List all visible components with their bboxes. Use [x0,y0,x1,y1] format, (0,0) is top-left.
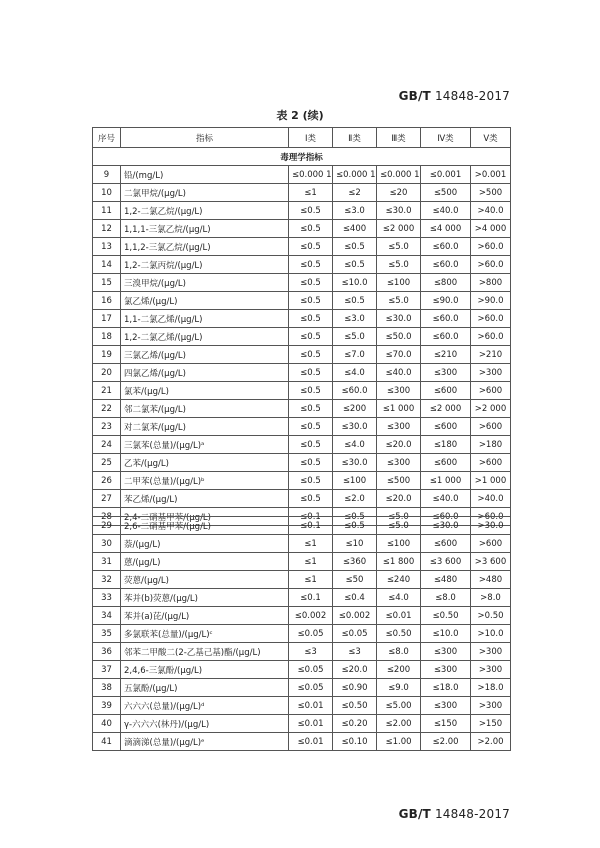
class-5-value: >60.0 [471,508,511,526]
class-5-value: >40.0 [471,490,511,508]
row-index: 31 [93,553,121,571]
class-2-value: ≤30.0 [333,418,377,436]
table-row [93,346,511,364]
standard-prefix: GB/T [398,807,431,821]
class-1-value: ≤0.5 [289,256,333,274]
indicator-name: 乙苯/(μg/L) [121,454,289,472]
column-header-class-2: Ⅱ类 [333,128,377,148]
class-5-value: >480 [471,571,511,589]
table-row [93,256,511,274]
class-2-value: ≤0.20 [333,715,377,733]
class-4-value: ≤60.0 [421,310,471,328]
table-row [93,589,511,607]
class-4-value: ≤0.001 [421,166,471,184]
class-3-value: ≤5.0 [377,517,421,535]
class-3-value: ≤300 [377,382,421,400]
indicator-name: 1,1,1-三氯乙烷/(μg/L) [121,220,289,238]
class-1-value: ≤0.5 [289,346,333,364]
class-5-value: >300 [471,643,511,661]
class-5-value: >0.50 [471,607,511,625]
row-index: 13 [93,238,121,256]
section-row [93,148,511,166]
class-5-value: >300 [471,364,511,382]
indicator-name: 二甲苯(总量)/(μg/L)ᵇ [121,472,289,490]
class-2-value: ≤0.000 1 [333,166,377,184]
class-3-value: ≤70.0 [377,346,421,364]
class-5-value: >10.0 [471,625,511,643]
indicator-name: 三氯苯(总量)/(μg/L)ᵃ [121,436,289,454]
table-row [93,418,511,436]
standard-prefix: GB/T [398,89,431,103]
class-3-value: ≤0.50 [377,625,421,643]
class-2-value: ≤4.0 [333,364,377,382]
class-1-value: ≤0.002 [289,607,333,625]
indicator-table-part1 [92,127,511,526]
class-2-value: ≤3.0 [333,310,377,328]
indicator-name: 氯苯/(μg/L) [121,382,289,400]
standard-number: 14848-2017 [430,89,510,103]
indicator-name: 三氯乙烯/(μg/L) [121,346,289,364]
indicator-name: 苯并(a)芘/(μg/L) [121,607,289,625]
table-row [93,625,511,643]
column-header-class-5: Ⅴ类 [471,128,511,148]
class-4-value: ≤18.0 [421,679,471,697]
indicator-name: 五氯酚/(μg/L) [121,679,289,697]
class-2-value: ≤0.5 [333,517,377,535]
row-index: 26 [93,472,121,490]
class-3-value: ≤300 [377,418,421,436]
row-index: 16 [93,292,121,310]
table-row [93,184,511,202]
class-2-value: ≤0.5 [333,508,377,526]
class-1-value: ≤0.5 [289,364,333,382]
class-4-value: ≤300 [421,364,471,382]
section-label: 毒理学指标 [93,148,511,166]
class-2-value: ≤10.0 [333,274,377,292]
class-1-value: ≤1 [289,184,333,202]
class-5-value: >1 000 [471,472,511,490]
row-index: 15 [93,274,121,292]
class-4-value: ≤500 [421,184,471,202]
class-1-value: ≤0.5 [289,454,333,472]
class-5-value: >8.0 [471,589,511,607]
table-row [93,715,511,733]
indicator-name: 2,4,6-三氯酚/(μg/L) [121,661,289,679]
table-row [93,364,511,382]
column-header-index: 序号 [93,128,121,148]
class-4-value: ≤2 000 [421,400,471,418]
indicator-name: 多氯联苯(总量)/(μg/L)ᶜ [121,625,289,643]
row-index: 20 [93,364,121,382]
class-3-value: ≤20.0 [377,490,421,508]
class-1-value: ≤0.5 [289,490,333,508]
class-3-value: ≤5.0 [377,292,421,310]
table-row [93,607,511,625]
class-2-value: ≤3.0 [333,202,377,220]
row-index: 19 [93,346,121,364]
class-2-value: ≤2 [333,184,377,202]
class-2-value: ≤0.4 [333,589,377,607]
class-5-value: >300 [471,661,511,679]
standard-number: 14848-2017 [430,807,510,821]
class-4-value: ≤8.0 [421,589,471,607]
class-5-value: >60.0 [471,256,511,274]
class-3-value: ≤20 [377,184,421,202]
class-5-value: >3 600 [471,553,511,571]
class-1-value: ≤0.5 [289,328,333,346]
class-5-value: >800 [471,274,511,292]
column-header-class-3: Ⅲ类 [377,128,421,148]
indicator-name: 1,2-二氯乙烯/(μg/L) [121,328,289,346]
table-row [93,679,511,697]
table-row [93,643,511,661]
class-2-value: ≤360 [333,553,377,571]
class-4-value: ≤180 [421,436,471,454]
standard-code-footer [399,807,510,821]
row-index: 11 [93,202,121,220]
class-2-value: ≤4.0 [333,436,377,454]
class-4-value: ≤1 000 [421,472,471,490]
class-5-value: >2 000 [471,400,511,418]
row-index: 33 [93,589,121,607]
class-1-value: ≤0.05 [289,661,333,679]
class-3-value: ≤0.01 [377,607,421,625]
class-5-value: >18.0 [471,679,511,697]
class-1-value: ≤0.5 [289,238,333,256]
indicator-name: 六六六(总量)/(μg/L)ᵈ [121,697,289,715]
table-row [93,535,511,553]
class-2-value: ≤7.0 [333,346,377,364]
class-2-value: ≤0.50 [333,697,377,715]
row-index: 35 [93,625,121,643]
indicator-name: γ-六六六(林丹)/(μg/L) [121,715,289,733]
class-4-value: ≤4 000 [421,220,471,238]
table-row [93,436,511,454]
class-2-value: ≤0.5 [333,238,377,256]
class-5-value: >40.0 [471,202,511,220]
class-1-value: ≤0.5 [289,292,333,310]
row-index: 32 [93,571,121,589]
class-3-value: ≤100 [377,535,421,553]
table-title: 表 2 (续) [276,109,324,122]
row-index: 12 [93,220,121,238]
class-2-value: ≤400 [333,220,377,238]
class-4-value: ≤800 [421,274,471,292]
class-5-value: >600 [471,535,511,553]
indicator-name: 二氯甲烷/(μg/L) [121,184,289,202]
row-index: 10 [93,184,121,202]
class-2-value: ≤0.05 [333,625,377,643]
class-3-value: ≤40.0 [377,364,421,382]
class-4-value: ≤480 [421,571,471,589]
class-3-value: ≤9.0 [377,679,421,697]
indicator-name: 对二氯苯/(μg/L) [121,418,289,436]
class-2-value: ≤0.5 [333,292,377,310]
table-row [93,166,511,184]
class-2-value: ≤2.0 [333,490,377,508]
row-index: 36 [93,643,121,661]
table-row [93,238,511,256]
class-1-value: ≤0.5 [289,400,333,418]
class-3-value: ≤1 800 [377,553,421,571]
class-3-value: ≤5.0 [377,256,421,274]
table-row [93,292,511,310]
indicator-name: 荧蒽/(μg/L) [121,571,289,589]
class-3-value: ≤20.0 [377,436,421,454]
class-4-value: ≤30.0 [421,517,471,535]
indicator-name: 苯并(b)荧蒽/(μg/L) [121,589,289,607]
class-2-value: ≤30.0 [333,454,377,472]
class-5-value: >30.0 [471,517,511,535]
table-row [93,733,511,751]
class-2-value: ≤5.0 [333,328,377,346]
class-5-value: >4 000 [471,220,511,238]
table-row [93,400,511,418]
class-1-value: ≤0.5 [289,382,333,400]
class-5-value: >60.0 [471,238,511,256]
class-5-value: >600 [471,418,511,436]
indicator-name: 邻苯二甲酸二(2-乙基己基)酯/(μg/L) [121,643,289,661]
column-header-indicator: 指标 [121,128,289,148]
indicator-name: 1,2-二氯丙烷/(μg/L) [121,256,289,274]
row-index: 37 [93,661,121,679]
class-1-value: ≤1 [289,553,333,571]
class-3-value: ≤1 000 [377,400,421,418]
class-3-value: ≤50.0 [377,328,421,346]
table-row [93,382,511,400]
class-3-value: ≤2.00 [377,715,421,733]
class-1-value: ≤0.5 [289,220,333,238]
indicator-name: 2,4-二硝基甲苯/(μg/L) [121,508,289,526]
row-index: 9 [93,166,121,184]
class-1-value: ≤0.1 [289,589,333,607]
class-2-value: ≤3 [333,643,377,661]
class-1-value: ≤0.01 [289,715,333,733]
class-1-value: ≤0.5 [289,310,333,328]
column-header-class-4: Ⅳ类 [421,128,471,148]
indicator-name: 蒽/(μg/L) [121,553,289,571]
class-5-value: >60.0 [471,310,511,328]
indicator-name: 1,1,2-三氯乙烷/(μg/L) [121,238,289,256]
row-index: 41 [93,733,121,751]
class-4-value: ≤210 [421,346,471,364]
indicator-name: 1,1-二氯乙烯/(μg/L) [121,310,289,328]
row-index: 28 [93,508,121,526]
class-3-value: ≤4.0 [377,589,421,607]
class-1-value: ≤1 [289,571,333,589]
class-4-value: ≤600 [421,454,471,472]
class-4-value: ≤3 600 [421,553,471,571]
class-2-value: ≤0.5 [333,256,377,274]
class-1-value: ≤0.01 [289,697,333,715]
indicator-name: 苯乙烯/(μg/L) [121,490,289,508]
indicator-name: 滴滴涕(总量)/(μg/L)ᵉ [121,733,289,751]
row-index: 17 [93,310,121,328]
class-3-value: ≤5.00 [377,697,421,715]
table-row [93,553,511,571]
class-3-value: ≤1.00 [377,733,421,751]
class-4-value: ≤60.0 [421,256,471,274]
class-5-value: >500 [471,184,511,202]
class-3-value: ≤0.000 1 [377,166,421,184]
class-1-value: ≤0.05 [289,625,333,643]
class-4-value: ≤40.0 [421,490,471,508]
class-2-value: ≤100 [333,472,377,490]
class-5-value: >210 [471,346,511,364]
class-4-value: ≤2.00 [421,733,471,751]
class-5-value: >60.0 [471,328,511,346]
row-index: 39 [93,697,121,715]
row-index: 40 [93,715,121,733]
class-1-value: ≤3 [289,643,333,661]
indicator-table-part2 [92,516,511,751]
class-3-value: ≤500 [377,472,421,490]
class-2-value: ≤10 [333,535,377,553]
table-row [93,202,511,220]
class-2-value: ≤0.10 [333,733,377,751]
class-4-value: ≤600 [421,382,471,400]
row-index: 24 [93,436,121,454]
table-row [93,472,511,490]
table-row [93,697,511,715]
table-header-row [93,128,511,148]
class-1-value: ≤0.05 [289,679,333,697]
class-4-value: ≤600 [421,418,471,436]
indicator-name: 四氯乙烯/(μg/L) [121,364,289,382]
class-4-value: ≤60.0 [421,328,471,346]
row-index: 30 [93,535,121,553]
table-row [93,490,511,508]
class-3-value: ≤5.0 [377,508,421,526]
class-5-value: >90.0 [471,292,511,310]
class-3-value: ≤8.0 [377,643,421,661]
table-row [93,517,511,535]
class-2-value: ≤60.0 [333,382,377,400]
class-4-value: ≤90.0 [421,292,471,310]
standard-code-header [399,89,510,103]
class-3-value: ≤100 [377,274,421,292]
class-3-value: ≤300 [377,454,421,472]
class-1-value: ≤0.5 [289,472,333,490]
class-5-value: >0.001 [471,166,511,184]
class-1-value: ≤0.1 [289,508,333,526]
indicator-name: 萘/(μg/L) [121,535,289,553]
class-2-value: ≤0.90 [333,679,377,697]
class-3-value: ≤200 [377,661,421,679]
class-1-value: ≤0.5 [289,202,333,220]
row-index: 27 [93,490,121,508]
table-row [93,454,511,472]
row-index: 22 [93,400,121,418]
class-5-value: >2.00 [471,733,511,751]
column-header-class-1: Ⅰ类 [289,128,333,148]
indicator-name: 邻二氯苯/(μg/L) [121,400,289,418]
table-row [93,571,511,589]
class-3-value: ≤30.0 [377,310,421,328]
table-row [93,328,511,346]
row-index: 25 [93,454,121,472]
class-4-value: ≤10.0 [421,625,471,643]
class-3-value: ≤240 [377,571,421,589]
class-1-value: ≤0.1 [289,517,333,535]
indicator-name: 2,6-二硝基甲苯/(μg/L) [121,517,289,535]
row-index: 29 [93,517,121,535]
table-row [93,310,511,328]
table-row [93,274,511,292]
class-1-value: ≤0.000 1 [289,166,333,184]
table-row [93,220,511,238]
class-1-value: ≤0.01 [289,733,333,751]
class-3-value: ≤2 000 [377,220,421,238]
indicator-name: 三溴甲烷/(μg/L) [121,274,289,292]
class-4-value: ≤300 [421,643,471,661]
indicator-name: 铅/(mg/L) [121,166,289,184]
class-1-value: ≤1 [289,535,333,553]
row-index: 21 [93,382,121,400]
class-2-value: ≤20.0 [333,661,377,679]
row-index: 23 [93,418,121,436]
class-5-value: >600 [471,382,511,400]
class-1-value: ≤0.5 [289,418,333,436]
class-4-value: ≤300 [421,661,471,679]
class-4-value: ≤600 [421,535,471,553]
class-1-value: ≤0.5 [289,436,333,454]
class-4-value: ≤60.0 [421,238,471,256]
table-row [93,661,511,679]
row-index: 34 [93,607,121,625]
class-3-value: ≤5.0 [377,238,421,256]
class-2-value: ≤200 [333,400,377,418]
class-5-value: >180 [471,436,511,454]
indicator-name: 氯乙烯/(μg/L) [121,292,289,310]
class-4-value: ≤300 [421,697,471,715]
indicator-name: 1,2-二氯乙烷/(μg/L) [121,202,289,220]
class-4-value: ≤40.0 [421,202,471,220]
class-5-value: >150 [471,715,511,733]
class-3-value: ≤30.0 [377,202,421,220]
class-5-value: >300 [471,697,511,715]
class-4-value: ≤0.50 [421,607,471,625]
class-5-value: >600 [471,454,511,472]
row-index: 14 [93,256,121,274]
class-4-value: ≤60.0 [421,508,471,526]
row-index: 18 [93,328,121,346]
class-1-value: ≤0.5 [289,274,333,292]
class-2-value: ≤0.002 [333,607,377,625]
class-4-value: ≤150 [421,715,471,733]
row-index: 38 [93,679,121,697]
class-2-value: ≤50 [333,571,377,589]
